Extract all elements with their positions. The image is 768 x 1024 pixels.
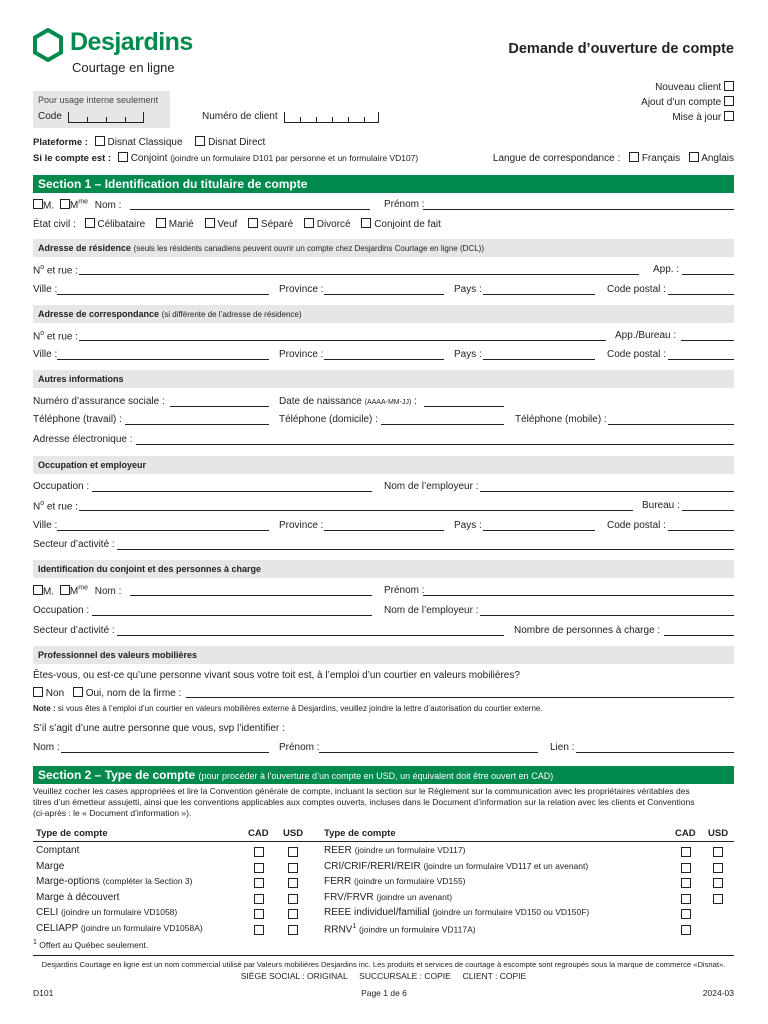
mrs-label: $M^{me}$ bbox=[69, 199, 88, 212]
res-street-label: $N^o$ et rue : bbox=[33, 264, 79, 277]
occupation-label: Occupation : bbox=[33, 481, 90, 492]
update-checkbox[interactable] bbox=[724, 111, 734, 121]
spouse-name-label: Nom : bbox=[94, 586, 122, 598]
corr-postal-label: Code postal : bbox=[607, 349, 666, 360]
tel-mobile-field[interactable] bbox=[608, 424, 734, 425]
corr-province-label: Province : bbox=[279, 349, 324, 360]
dob-format: (AAAA-MM-JJ) bbox=[364, 399, 412, 406]
col-usd-right: USD bbox=[708, 828, 729, 839]
occupation-field[interactable] bbox=[92, 491, 372, 492]
res-province-label: Province : bbox=[279, 284, 324, 295]
left-usd-checkbox[interactable] bbox=[288, 894, 298, 904]
section-2-header: Section 2 – Type de compte (pour procéder à l’ouverture d’un compte en USD, un équivalent doit être ouvert en CAD) bbox=[33, 766, 734, 784]
spouse-employer-field[interactable] bbox=[480, 615, 734, 616]
col-type-left: Type de compte bbox=[36, 828, 108, 839]
spouse-mr-checkbox[interactable] bbox=[33, 585, 43, 595]
spouse-header: Identification du conjoint et des personnes à charge bbox=[33, 560, 734, 578]
dob-label: Date de naissance bbox=[279, 396, 362, 407]
if-account-label: Si le compte est : bbox=[33, 153, 112, 164]
col-cad-left: CAD bbox=[248, 828, 269, 839]
other-name-label: Nom : bbox=[33, 742, 60, 753]
left-cad-checkbox[interactable] bbox=[254, 925, 264, 935]
res-country-label: Pays : bbox=[454, 284, 482, 295]
option-add-account[interactable]: Ajout d’un compte bbox=[641, 96, 734, 108]
french-label: Français bbox=[641, 153, 681, 164]
right-cad-checkbox[interactable] bbox=[681, 925, 691, 935]
other-name-field[interactable] bbox=[61, 752, 269, 753]
single-checkbox[interactable] bbox=[85, 218, 95, 228]
corr-app-field[interactable] bbox=[681, 340, 734, 341]
french-checkbox[interactable] bbox=[629, 152, 639, 162]
dependents-label: Nombre de personnes à charge : bbox=[514, 625, 661, 636]
widowed-checkbox[interactable] bbox=[205, 218, 215, 228]
res-street-field[interactable] bbox=[79, 274, 639, 275]
platform-label: Plateforme : bbox=[33, 137, 88, 148]
mr-checkbox[interactable] bbox=[33, 199, 43, 209]
spouse-occupation-label: Occupation : bbox=[33, 605, 90, 616]
left-cad-checkbox[interactable] bbox=[254, 894, 264, 904]
relation-field[interactable] bbox=[576, 752, 734, 753]
col-usd-left: USD bbox=[283, 828, 304, 839]
employer-field[interactable] bbox=[480, 491, 734, 492]
left-usd-checkbox[interactable] bbox=[288, 878, 298, 888]
right-cad-checkbox[interactable] bbox=[681, 863, 691, 873]
corr-province-field[interactable] bbox=[324, 359, 444, 360]
disnat-classique-label: Disnat Classique bbox=[107, 137, 183, 148]
left-usd-checkbox[interactable] bbox=[288, 925, 298, 935]
emp-office-field[interactable] bbox=[682, 510, 734, 511]
disnat-direct-checkbox[interactable] bbox=[195, 136, 205, 146]
right-usd-checkbox[interactable] bbox=[713, 863, 723, 873]
footnote: $^1$ Offert au Québec seulement. bbox=[33, 939, 149, 950]
tel-work-field[interactable] bbox=[125, 424, 269, 425]
left-cad-checkbox[interactable] bbox=[254, 909, 264, 919]
form-date: 2024-03 bbox=[702, 988, 734, 998]
spouse-occupation-field[interactable] bbox=[92, 615, 372, 616]
right-usd-checkbox[interactable] bbox=[713, 878, 723, 888]
corr-app-label: App./Bureau : bbox=[615, 330, 677, 341]
footer-legal: Desjardins Courtage en ligne est un nom commercial utilisé par Valeurs mobilières Desjardins inc. Les produits et services de courtage à escompte sont regroupés sous la marque de commerce «Disnat». bbox=[41, 960, 726, 969]
option-new-client[interactable]: Nouveau client bbox=[655, 81, 734, 93]
account-row-left: Marge bbox=[36, 860, 65, 872]
english-checkbox[interactable] bbox=[689, 152, 699, 162]
right-usd-checkbox[interactable] bbox=[713, 894, 723, 904]
emp-postal-field[interactable] bbox=[668, 530, 734, 531]
right-cad-checkbox[interactable] bbox=[681, 878, 691, 888]
name-label: Nom : bbox=[94, 200, 122, 212]
res-city-label: Ville : bbox=[33, 284, 58, 295]
account-row-right: RRNV$^1$ (joindre un formulaire VD117A) bbox=[324, 923, 476, 936]
corr-city-field[interactable] bbox=[57, 359, 269, 360]
left-usd-checkbox[interactable] bbox=[288, 863, 298, 873]
right-cad-checkbox[interactable] bbox=[681, 847, 691, 857]
form-number: D101 bbox=[33, 988, 54, 998]
firm-name-field[interactable] bbox=[186, 697, 734, 698]
email-field[interactable] bbox=[136, 444, 734, 445]
account-table-header-rule bbox=[33, 841, 734, 842]
res-postal-label: Code postal : bbox=[607, 284, 666, 295]
tel-home-field[interactable] bbox=[381, 424, 504, 425]
res-postal-field[interactable] bbox=[668, 294, 734, 295]
dob-field[interactable] bbox=[424, 406, 504, 407]
joint-label: Conjoint bbox=[130, 153, 168, 164]
right-cad-checkbox[interactable] bbox=[681, 894, 691, 904]
mrs-checkbox[interactable] bbox=[60, 199, 70, 209]
corr-country-label: Pays : bbox=[454, 349, 482, 360]
corr-street-field[interactable] bbox=[79, 340, 606, 341]
tel-home-label: Téléphone (domicile) : bbox=[279, 414, 378, 425]
res-country-field[interactable] bbox=[483, 294, 595, 295]
res-city-field[interactable] bbox=[57, 294, 269, 295]
left-usd-checkbox[interactable] bbox=[288, 909, 298, 919]
page-title: Demande d’ouverture de compte bbox=[508, 41, 734, 57]
name-field[interactable] bbox=[130, 209, 370, 210]
joint-checkbox[interactable] bbox=[118, 152, 128, 162]
corr-country-field[interactable] bbox=[483, 359, 595, 360]
common-law-checkbox[interactable] bbox=[361, 218, 371, 228]
other-firstname-label: Prénom : bbox=[279, 742, 320, 753]
res-app-label: App. : bbox=[653, 264, 680, 275]
language-label: Langue de correspondance : bbox=[492, 153, 621, 164]
account-row-left: Marge-options (compléter la Section 3) bbox=[36, 876, 193, 888]
pro-yes-checkbox[interactable] bbox=[73, 687, 83, 697]
sector-field[interactable] bbox=[117, 549, 734, 550]
spouse-mrs-checkbox[interactable] bbox=[60, 585, 70, 595]
joint-note: (joindre un formulaire D101 par personne et un formulaire VD107) bbox=[170, 153, 419, 163]
account-row-left: Marge à découvert bbox=[36, 891, 120, 903]
left-usd-checkbox[interactable] bbox=[288, 847, 298, 857]
logo-name: Desjardins bbox=[70, 28, 193, 56]
emp-postal-label: Code postal : bbox=[607, 520, 666, 531]
spouse-mrs-label: $M^{me}$ bbox=[69, 585, 88, 598]
spouse-sector-label: Secteur d’activité : bbox=[33, 625, 115, 636]
corr-postal-field[interactable] bbox=[668, 359, 734, 360]
desjardins-logo-icon bbox=[33, 28, 63, 62]
disnat-classique-checkbox[interactable] bbox=[95, 136, 105, 146]
married-checkbox[interactable] bbox=[156, 218, 166, 228]
emp-country-field[interactable] bbox=[483, 530, 595, 531]
employer-label: Nom de l’employeur : bbox=[384, 481, 479, 492]
sector-label: Secteur d’activité : bbox=[33, 539, 115, 550]
col-type-right: Type de compte bbox=[324, 828, 396, 839]
other-info-header: Autres informations bbox=[33, 370, 734, 388]
relation-label: Lien : bbox=[550, 742, 575, 753]
account-row-right: FRV/FRVR (joindre un avenant) bbox=[324, 891, 453, 903]
firstname-label: Prénom : bbox=[384, 199, 425, 210]
left-cad-checkbox[interactable] bbox=[254, 878, 264, 888]
account-row-right: REER (joindre un formulaire VD117) bbox=[324, 845, 466, 856]
account-row-right: REEE individuel/familial (joindre un formulaire VD150 ou VD150F) bbox=[324, 907, 590, 919]
emp-province-label: Province : bbox=[279, 520, 324, 531]
sin-label: Numéro d’assurance sociale : bbox=[33, 396, 165, 407]
note-label: Note : bbox=[33, 704, 56, 713]
right-usd-checkbox[interactable] bbox=[713, 847, 723, 857]
code-label: Code bbox=[38, 111, 62, 122]
tel-mobile-label: Téléphone (mobile) : bbox=[515, 414, 607, 425]
col-cad-right: CAD bbox=[675, 828, 696, 839]
firstname-field[interactable] bbox=[423, 209, 734, 210]
footer-copies: SIÈGE SOCIAL : ORIGINAL SUCCURSALE : COPIE CLIENT : COPIE bbox=[240, 971, 527, 981]
account-row-right: CRI/CRIF/RERI/REIR (joindre un formulaire VD117 et un avenant) bbox=[324, 860, 589, 872]
account-row-right: FERR (joindre un formulaire VD155) bbox=[324, 876, 466, 888]
add-account-checkbox[interactable] bbox=[724, 96, 734, 106]
other-person-label: S’il s’agit d’une autre personne que vous, svp l’identifier : bbox=[33, 723, 285, 734]
res-app-field[interactable] bbox=[682, 274, 734, 275]
account-row-left: Comptant bbox=[36, 845, 80, 856]
corr-street-label: $N^o$ et rue : bbox=[33, 330, 79, 343]
option-update[interactable]: Mise à jour bbox=[672, 111, 734, 123]
emp-province-field[interactable] bbox=[324, 530, 444, 531]
emp-office-label: Bureau : bbox=[642, 500, 680, 511]
note-text: si vous êtes à l’emploi d’un courtier en valeurs mobilières externe à Desjardins, veuillez joindre la lettre d’autorisation du courtier externe. bbox=[57, 704, 543, 713]
civil-status-label: État civil : bbox=[33, 219, 76, 230]
emp-street-field[interactable] bbox=[79, 510, 633, 511]
english-label: Anglais bbox=[701, 153, 734, 164]
residence-header: Adresse de résidence (seuls les résidents canadiens peuvent ouvrir un compte chez Desjardins Courtage en ligne (DCL)) bbox=[33, 239, 734, 257]
corr-city-label: Ville : bbox=[33, 349, 58, 360]
new-client-checkbox[interactable] bbox=[724, 81, 734, 91]
res-province-field[interactable] bbox=[324, 294, 444, 295]
correspondence-header: Adresse de correspondance (si différente de l’adresse de résidence) bbox=[33, 305, 734, 323]
footer-rule bbox=[33, 955, 734, 956]
separated-checkbox[interactable] bbox=[248, 218, 258, 228]
divorced-checkbox[interactable] bbox=[304, 218, 314, 228]
account-row-left: CELIAPP (joindre un formulaire VD1058A) bbox=[36, 923, 203, 934]
sin-field[interactable] bbox=[170, 406, 269, 407]
tel-work-label: Téléphone (travail) : bbox=[33, 414, 122, 425]
section-2-intro: Veuillez cocher les cases appropriées et lire la Convention générale de compte, incluant la section sur le Règlement sur la communication avec les propriétaires véritables des titres d’un émetteur assujetti, ainsi que les conventions applicables aux comptes ouverts, incluses dans le Document d’information sur la relation avec les clients et Conventions (ci-après : le « Document d’information »). bbox=[33, 786, 695, 818]
email-label: Adresse électronique : bbox=[33, 434, 133, 445]
spouse-firstname-label: Prénom : bbox=[384, 585, 425, 596]
spouse-firstname-field[interactable] bbox=[423, 595, 734, 596]
page-number: Page 1 de 6 bbox=[361, 988, 407, 998]
dependents-field[interactable] bbox=[664, 635, 734, 636]
account-row-left: CELI (joindre un formulaire VD1058) bbox=[36, 907, 178, 919]
emp-street-label: $N^o$ et rue : bbox=[33, 500, 79, 513]
logo-sub: Courtage en ligne bbox=[72, 60, 175, 75]
occupation-header: Occupation et employeur bbox=[33, 456, 734, 474]
emp-city-field[interactable] bbox=[57, 530, 269, 531]
emp-city-label: Ville : bbox=[33, 520, 58, 531]
emp-country-label: Pays : bbox=[454, 520, 482, 531]
spouse-name-field[interactable] bbox=[130, 595, 372, 596]
professional-header: Professionnel des valeurs mobilières bbox=[33, 646, 734, 664]
pro-question: Êtes-vous, ou est-ce qu’une personne vivant sous votre toit est, à l’emploi d’un courtier en valeurs mobilières? bbox=[33, 670, 520, 681]
section-1-header: Section 1 – Identification du titulaire de compte bbox=[33, 175, 734, 193]
code-field[interactable] bbox=[68, 112, 144, 123]
right-cad-checkbox[interactable] bbox=[681, 909, 691, 919]
spouse-employer-label: Nom de l’employeur : bbox=[384, 605, 479, 616]
internal-label: Pour usage interne seulement bbox=[38, 95, 159, 105]
left-cad-checkbox[interactable] bbox=[254, 847, 264, 857]
client-number-label: Numéro de client bbox=[202, 111, 278, 122]
other-firstname-field[interactable] bbox=[319, 752, 538, 753]
pro-no-checkbox[interactable] bbox=[33, 687, 43, 697]
client-number-field[interactable] bbox=[284, 112, 379, 123]
left-cad-checkbox[interactable] bbox=[254, 863, 264, 873]
disnat-direct-label: Disnat Direct bbox=[208, 137, 266, 148]
spouse-sector-field[interactable] bbox=[117, 635, 504, 636]
